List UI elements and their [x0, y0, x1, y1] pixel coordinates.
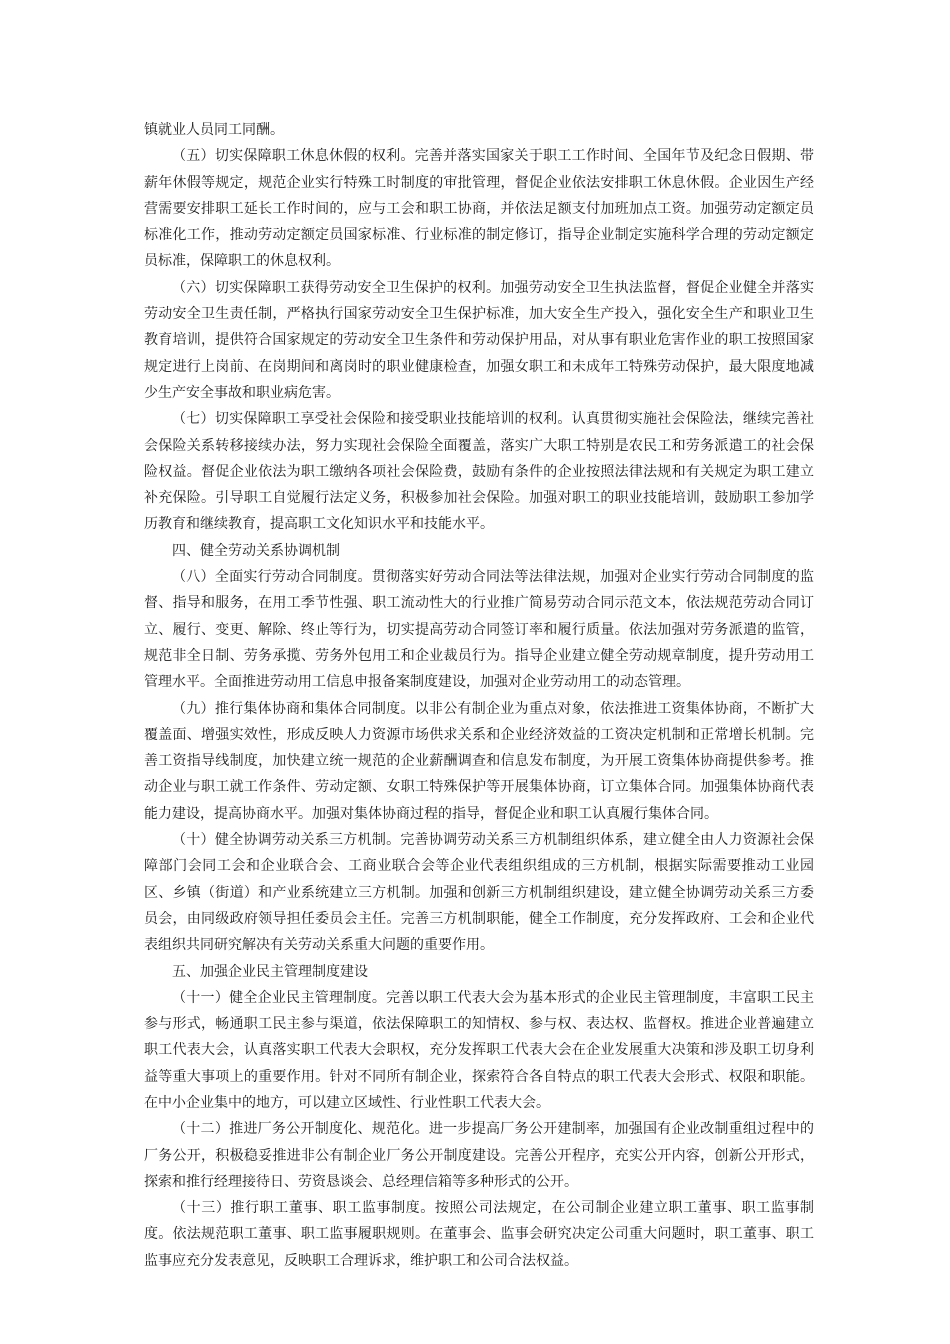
paragraph-12-factory-affairs: （十二）推进厂务公开制度化、规范化。进一步提高厂务公开建制率，加强国有企业改制重组过程中的厂务公开，积极稳妥推进非公有制企业厂务公开制度建设。完善公开程序，充实公开内容，创新公开形式，探索和推行经理接待日、劳资恳谈会、总经理信箱等多种形式的公开。 [144, 1121, 814, 1190]
paragraph-6-safety-rights: （六）切实保障职工获得劳动安全卫生保护的权利。加强劳动安全卫生执法监督，督促企业健全并落实劳动安全卫生责任制，严格执行国家劳动安全卫生保护标准，加大安全生产投入，强化安全生产和职业卫生教育培训，提供符合国家规定的劳动安全卫生条件和劳动保护用品，对从事有职业危害作业的职工按照国家规定进行上岗前、在岗期间和离岗时的职业健康检查，加强女职工和未成年工特殊劳动保护，最大限度地减少生产安全事故和职业病危害。 [144, 279, 814, 401]
paragraph-10-tripartite: （十）健全协调劳动关系三方机制。完善协调劳动关系三方机制组织体系，建立健全由人力资源社会保障部门会同工会和企业联合会、工商业联合会等企业代表组织组成的三方机制，根据实际需要推动工业园区、乡镇（街道）和产业系统建立三方机制。加强和创新三方机制组织建设，建立健全协调劳动关系三方委员会，由同级政府领导担任委员会主任。完善三方机制职能，健全工作制度，充分发挥政府、工会和企业代表组织共同研究解决有关劳动关系重大问题的重要作用。 [144, 832, 814, 954]
section-heading-5: 五、加强企业民主管理制度建设 [172, 963, 368, 980]
paragraph-13-employee-directors: （十三）推行职工董事、职工监事制度。按照公司法规定，在公司制企业建立职工董事、职工监事制度。依法规范职工董事、职工监事履职规则。在董事会、监事会研究决定公司重大问题时，职工董事、职工监事应充分发表意见，反映职工合理诉求，维护职工和公司合法权益。 [144, 1200, 814, 1269]
paragraph-7-insurance-training: （七）切实保障职工享受社会保险和接受职业技能培训的权利。认真贯彻实施社会保险法，继续完善社会保险关系转移接续办法，努力实现社会保险全面覆盖，落实广大职工特别是农民工和劳务派遣工的社会保险权益。督促企业依法为职工缴纳各项社会保险费，鼓励有条件的企业按照法律法规和有关规定为职工建立补充保险。引导职工自觉履行法定义务，积极参加社会保险。加强对职工的职业技能培训，鼓励职工参加学历教育和继续教育，提高职工文化知识水平和技能水平。 [144, 411, 814, 533]
paragraph-5-rest-rights: （五）切实保障职工休息休假的权利。完善并落实国家关于职工工作时间、全国年节及纪念日假期、带薪年休假等规定，规范企业实行特殊工时制度的审批管理，督促企业依法安排职工休息休假。企业因生产经营需要安排职工延长工作时间的，应与工会和职工协商，并依法足额支付加班加点工资。加强劳动定额定员标准化工作，推动劳动定额定员国家标准、行业标准的制定修订，指导企业制定实施科学合理的劳动定额定员标准，保障职工的休息权利。 [144, 148, 814, 270]
section-heading-4: 四、健全劳动关系协调机制 [172, 542, 340, 559]
paragraph-8-labor-contract: （八）全面实行劳动合同制度。贯彻落实好劳动合同法等法律法规，加强对企业实行劳动合同制度的监督、指导和服务，在用工季节性强、职工流动性大的行业推广简易劳动合同示范文本，依法规范劳动合同订立、履行、变更、解除、终止等行为，切实提高劳动合同签订率和履行质量。依法加强对劳务派遣的监管，规范非全日制、劳务承揽、劳务外包用工和企业裁员行为。指导企业建立健全劳动规章制度，提升劳动用工管理水平。全面推进劳动用工信息申报备案制度建设，加强对企业劳动用工的动态管理。 [144, 569, 814, 691]
paragraph-11-democratic-management: （十一）健全企业民主管理制度。完善以职工代表大会为基本形式的企业民主管理制度，丰富职工民主参与形式，畅通职工民主参与渠道，依法保障职工的知情权、参与权、表达权、监督权。推进企业普遍建立职工代表大会，认真落实职工代表大会职权，充分发挥职工代表大会在企业发展重大决策和涉及职工切身利益等重大事项上的重要作用。针对不同所有制企业，探索符合各自特点的职工代表大会形式、权限和职能。在中小企业集中的地方，可以建立区域性、行业性职工代表大会。 [144, 989, 814, 1111]
paragraph-continuation: 镇就业人员同工同酬。 [144, 122, 284, 138]
paragraph-9-collective-negotiation: （九）推行集体协商和集体合同制度。以非公有制企业为重点对象，依法推进工资集体协商，不断扩大覆盖面、增强实效性，形成反映人力资源市场供求关系和企业经济效益的工资决定机制和正常增长机制。完善工资指导线制度，加快建立统一规范的企业薪酬调查和信息发布制度，为开展工资集体协商提供参考。推动企业与职工就工作条件、劳动定额、女职工特殊保护等开展集体协商，订立集体合同。加强集体协商代表能力建设，提高协商水平。加强对集体协商过程的指导，督促企业和职工认真履行集体合同。 [144, 700, 814, 822]
document-page [144, 117, 814, 1274]
